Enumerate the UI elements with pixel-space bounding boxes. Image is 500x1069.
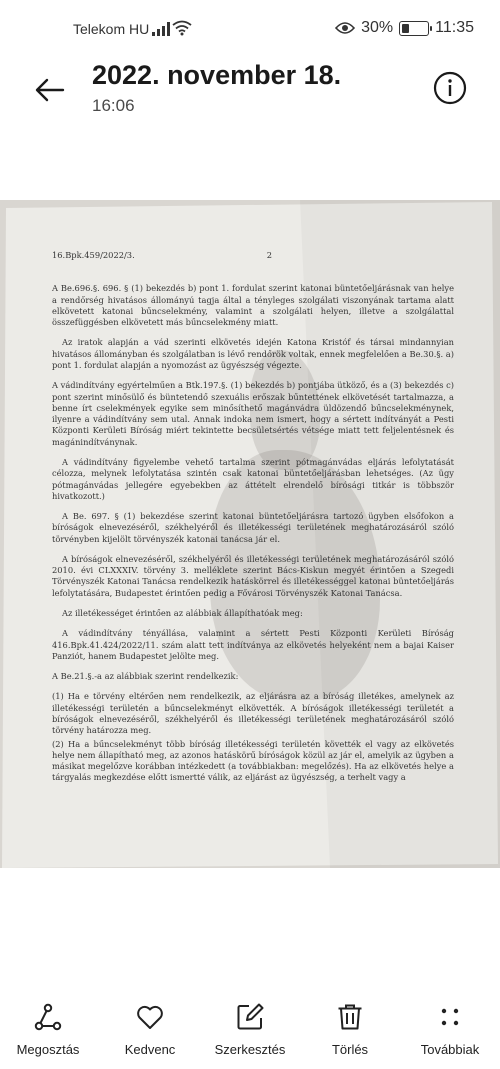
more-button[interactable] (402, 1002, 498, 1057)
top-app-bar (0, 56, 500, 136)
back-arrow-icon (35, 78, 65, 102)
document-paragraph: Az illetékességet érintően az alábbiak állapíthatóak meg: (62, 608, 303, 619)
share-button[interactable] (0, 1002, 96, 1057)
document-paragraph: A bíróságok elnevezéséről, székhelyéről és illetékességi területének meghatározásáról szóló 2010. évi CLXXXIV. törvény 3. melléklete szerint Bács-Kiskun megyét érintően a Szegedi Törvényszék Katonai Tanácsa rendelkezik hatáskörrel és illetékességgel katonai büntetőeljárás lefolytatására, Budapestet érintően pedig a Fővárosi Törvényszék Katonai Tanácsa. (52, 553, 454, 598)
carrier-label: Telekom HU (73, 21, 150, 37)
heart-icon (135, 1002, 165, 1032)
back-button[interactable] (28, 70, 72, 110)
eye-icon (335, 21, 355, 35)
document-paragraph: (2) Ha a bűncselekményt több bíróság illetékességi területén követték el vagy az elkövetés helye nem állapítható meg, az azonos hatáskörű bíróságok közül az jár el, amelyik az ügyben a másikat megelőzve korábban intézkedett (a továbbiakban: megelőzés). Ha az elkövetés helye a tárgyalás megkezdése előtt ismertté válik, az eljárást az ügyészség, a terhelt vagy a (52, 738, 454, 783)
delete-button[interactable] (302, 1002, 398, 1057)
share-label: Megosztás (16, 1042, 80, 1057)
info-icon[interactable] (432, 70, 468, 106)
page-subtitle: 16:06 (92, 96, 135, 115)
document-paragraph: A vádindítvány figyelembe vehető tartalma szerint pótmagánvádas eljárás lefolytatását célozza, melynek lefolytatása szintén csak katonai büntetőeljárásban lehetséges. (Az ügy pótmagánvádas jellegére egyebekben az áttételt elrendelő bírósági titkár is többször hivatkozott.) (52, 456, 454, 501)
case-number: 16.Bpk.459/2022/3. (52, 250, 135, 260)
page-title: 2022. november 18. (92, 60, 342, 90)
delete-label: Törlés (331, 1042, 369, 1057)
edit-label: Szerkesztés (214, 1042, 286, 1057)
document-page (52, 250, 454, 786)
battery-percent: 30% (361, 19, 394, 36)
signal-icon (152, 22, 170, 36)
edit-button[interactable] (202, 1002, 298, 1057)
favorite-button[interactable] (102, 1002, 198, 1057)
more-label: Továbbiak (420, 1042, 480, 1057)
share-icon (33, 1002, 63, 1032)
document-paragraph: A vádindítvány tényállása, valamint a sértett Pesti Központi Kerületi Bíróság 416.Bpk.41.424/2022/11. szám alatt tett indítványa az elkövetés helyeként nem a bajai Kaiser Panziót, hanem Budapestet jelölte meg. (52, 628, 454, 661)
document-paragraph: A Be.696.§. 696. § (1) bekezdés b) pont 1. fordulat szerint katonai büntetőeljárásnak van helye a rendőrség hivatásos állományú tagja által a tényleges szolgálati viszonyának tartama alatt elkövetett katonai bűncselekmény, valamint a szolgálati helyen, illetve a szolgálattal összefüggésben elkövetett más bűncselekmény miatt. (52, 283, 454, 328)
document-paragraph: Az iratok alapján a vád szerinti elkövetés idején Katona Kristóf és társai mindannyian hivatásos állományban és szolgálatban is lévő rendőrök voltak, ennek megfelelően a Be.30.§. a) pont 1. fordulat alapján a nyomozást az ügyészség végezte. (52, 337, 454, 370)
more-icon (435, 1002, 465, 1032)
document-paragraph: A Be. 697. § (1) bekezdése szerint katonai büntetőeljárásra tartozó ügyben elsőfokon a bíróságok elnevezéséről, székhelyéről és illetékességi területének meghatározásáról szóló törvényben kijelölt törvényszék katonai tanácsa jár el. (52, 511, 454, 544)
wifi-icon (172, 20, 192, 36)
clock: 11:35 (435, 19, 474, 36)
trash-icon (335, 1002, 365, 1032)
bottom-action-bar (0, 990, 500, 1069)
photo-viewer[interactable] (0, 200, 500, 868)
status-bar (0, 0, 500, 56)
battery-icon (399, 21, 429, 36)
document-paragraph: A Be.21.§.-a az alábbiak szerint rendelkezik: (52, 671, 239, 682)
document-paragraph: (1) Ha e törvény eltérően nem rendelkezik, az eljárásra az a bíróság illetékes, amelynek az illetékességi területén a bűncselekményt elkövették. A bíróságok illetékességi területét a bíróságok elnevezéséről, székhelyéről és illetékességi területének meghatározásáról szóló törvény határozza meg. (52, 691, 454, 736)
favorite-label: Kedvenc (124, 1042, 176, 1057)
document-paragraph: A vádindítvány egyértelműen a Btk.197.§. (1) bekezdés b) pontjába ütköző, és a (3) bekezdés c) pont szerint minősülő és büntetendő szexuális erőszak bűntettének elkövetését tartalmazza, a benne írt cselekmények egyike sem minősíthető magánvádra üldözendő bűncselekménynek, ilyenre a vádindítvány sem utal. Annak indoka nem ismert, hogy a sértett indítványát a Pesti Központi Kerületi Bíróság miért tekintette becsületsértés vétsége miatt tett feljelentésnek és magánindítványnak. (52, 380, 454, 447)
page-number: 2 (266, 250, 272, 260)
edit-icon (235, 1002, 265, 1032)
